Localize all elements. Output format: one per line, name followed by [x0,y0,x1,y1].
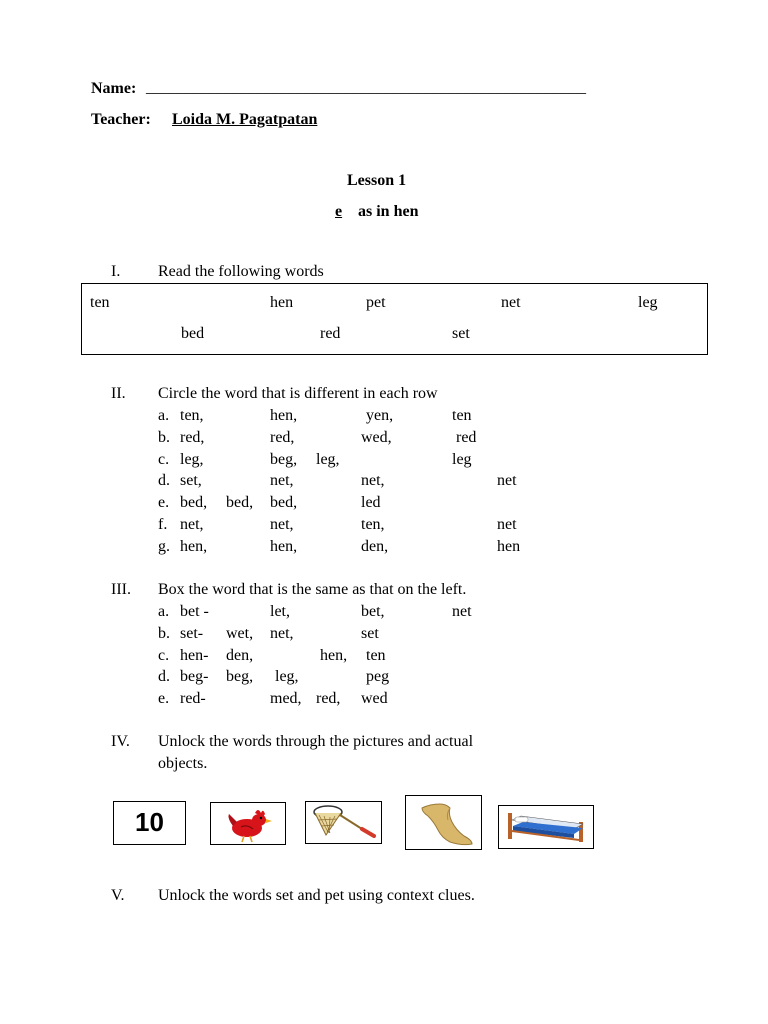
part2-word[interactable]: red, [270,429,295,446]
word-ten: ten [90,294,110,311]
part5-numeral: V. [111,887,125,904]
part3-word[interactable]: ten [366,647,386,664]
part2-word[interactable]: ten, [180,407,204,424]
part5-instruction: Unlock the words set and pet using context clues. [158,887,475,904]
part2-word[interactable]: led [361,494,381,511]
lesson-letter: e [335,203,343,220]
word-set: set [452,325,470,342]
part2-row-label: f. [158,516,168,533]
part3-word[interactable]: bet, [361,603,385,620]
part3-word[interactable]: hen, [320,647,348,664]
word-box [81,283,708,355]
part4-numeral: IV. [111,733,130,750]
word-pet: pet [366,294,386,311]
part2-word[interactable]: net, [361,472,385,489]
lesson-title: Lesson 1 [347,172,407,189]
part2-word[interactable]: bed, [226,494,254,511]
part4-instruction-cont: objects. [158,755,208,772]
part3-row-label: b. [158,625,170,642]
hen-icon [210,802,286,845]
part2-word[interactable]: ten [452,407,472,424]
part2-word[interactable]: net, [270,516,294,533]
part2-word[interactable]: beg, [270,451,298,468]
word-bed: bed [181,325,205,342]
part3-word[interactable]: wet, [226,625,254,642]
word-net: net [501,294,521,311]
part3-word[interactable]: let, [270,603,290,620]
part2-word[interactable]: den, [361,538,389,555]
part2-word[interactable]: leg, [316,451,340,468]
part2-word[interactable]: bed, [180,494,208,511]
part2-word[interactable]: hen, [270,538,298,555]
part3-row-label: d. [158,668,170,685]
part2-word[interactable]: wed, [361,429,392,446]
leg-icon [405,795,482,850]
part3-word[interactable]: leg, [275,668,299,685]
number-ten-icon: 10 [113,801,186,845]
part3-word[interactable]: set [361,625,379,642]
part3-key-word: set- [180,625,204,642]
lesson-subtitle: as in hen [358,203,419,220]
word-leg: leg [638,294,658,311]
part2-word[interactable]: net, [180,516,204,533]
part2-row-label: a. [158,407,170,424]
part2-row-label: d. [158,472,170,489]
part2-word[interactable]: ten, [361,516,385,533]
part3-key-word: bet - [180,603,209,620]
part2-word[interactable]: net, [270,472,294,489]
part3-word[interactable]: red, [316,690,341,707]
part3-row-label: e. [158,690,170,707]
part3-instruction: Box the word that is the same as that on the left. [158,581,467,598]
part3-numeral: III. [111,581,131,598]
part2-instruction: Circle the word that is different in each row [158,385,438,402]
part3-key-word: hen- [180,647,209,664]
part4-instruction: Unlock the words through the pictures and actual [158,733,474,750]
part2-word[interactable]: red, [180,429,205,446]
part2-row-label: b. [158,429,170,446]
part2-word[interactable]: leg, [180,451,204,468]
part3-key-word: beg- [180,668,209,685]
part3-word[interactable]: net, [270,625,294,642]
part1-instruction: Read the following words [158,263,324,280]
part2-word[interactable]: set, [180,472,202,489]
part2-row-label: c. [158,451,170,468]
part2-word[interactable]: yen, [366,407,394,424]
teacher-label: Teacher: [91,111,151,128]
part3-row-label: c. [158,647,170,664]
part2-word[interactable]: net [497,516,517,533]
part3-key-word: red- [180,690,206,707]
part2-word[interactable]: leg [452,451,472,468]
part3-word[interactable]: den, [226,647,254,664]
part2-word[interactable]: hen, [270,407,298,424]
part2-word[interactable]: net [497,472,517,489]
word-red: red [320,325,341,342]
part2-row-label: e. [158,494,170,511]
part3-row-label: a. [158,603,170,620]
teacher-name: Loida M. Pagatpatan [172,111,318,128]
part2-word[interactable]: red [456,429,477,446]
bed-icon [498,805,594,849]
part2-row-label: g. [158,538,170,555]
word-hen: hen [270,294,294,311]
part3-word[interactable]: net [452,603,472,620]
part1-numeral: I. [111,263,121,280]
net-icon [305,801,382,844]
part3-word[interactable]: med, [270,690,302,707]
part2-word[interactable]: bed, [270,494,298,511]
part3-word[interactable]: peg [366,668,390,685]
part3-word[interactable]: wed [361,690,388,707]
part3-word[interactable]: beg, [226,668,254,685]
part2-word[interactable]: hen, [180,538,208,555]
name-blank[interactable]: _______________________________________________________ [146,79,586,96]
part2-word[interactable]: hen [497,538,521,555]
part2-numeral: II. [111,385,126,402]
name-label: Name: [91,80,137,97]
